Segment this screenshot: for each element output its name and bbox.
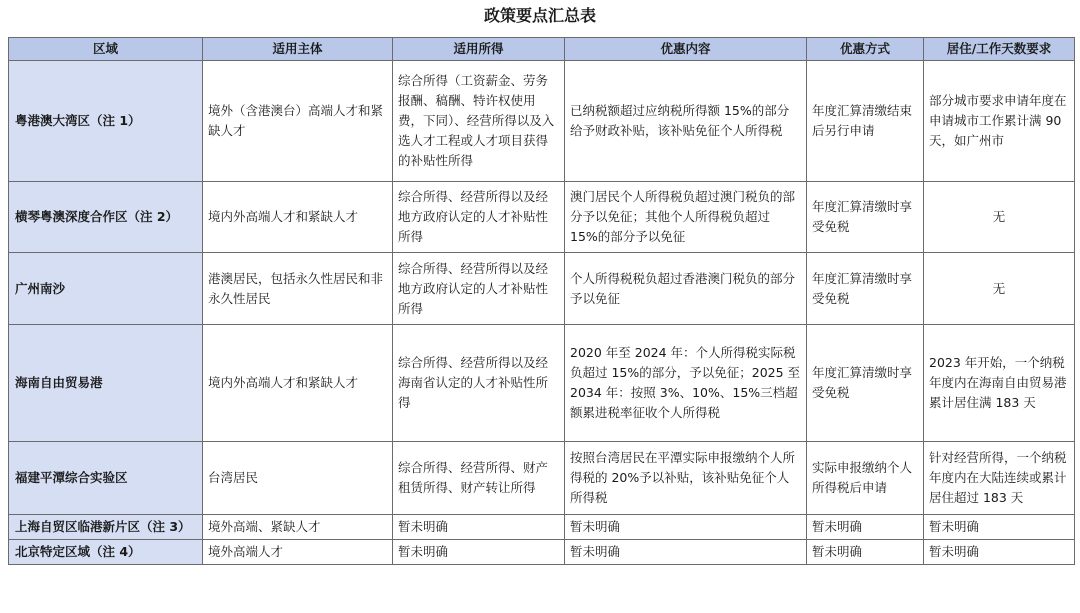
cell-subject: 境外高端人才 xyxy=(203,540,393,565)
cell-method: 年度汇算清缴时享受免税 xyxy=(807,253,924,325)
header-income: 适用所得 xyxy=(393,38,565,61)
cell-subject: 境外高端、紧缺人才 xyxy=(203,515,393,540)
cell-subject: 港澳居民，包括永久性居民和非永久性居民 xyxy=(203,253,393,325)
header-region: 区域 xyxy=(9,38,203,61)
cell-region: 北京特定区域（注 4） xyxy=(9,540,203,565)
cell-income: 暂未明确 xyxy=(393,515,565,540)
cell-region: 横琴粤澳深度合作区（注 2） xyxy=(9,182,203,253)
cell-income: 综合所得（工资薪金、劳务报酬、稿酬、特许权使用费，下同）、经营所得以及入选人才工程或人才项目获得的补贴性所得 xyxy=(393,61,565,182)
cell-region: 粤港澳大湾区（注 1） xyxy=(9,61,203,182)
cell-days: 部分城市要求申请年度在申请城市工作累计满 90 天，如广州市 xyxy=(924,61,1075,182)
table-row xyxy=(9,253,1075,325)
cell-method: 年度汇算清缴结束后另行申请 xyxy=(807,61,924,182)
table-row xyxy=(9,515,1075,540)
cell-method: 年度汇算清缴时享受免税 xyxy=(807,182,924,253)
cell-subject: 境外（含港澳台）高端人才和紧缺人才 xyxy=(203,61,393,182)
policy-summary-table xyxy=(8,37,1075,565)
cell-region: 海南自由贸易港 xyxy=(9,325,203,442)
table-row xyxy=(9,61,1075,182)
cell-subject: 台湾居民 xyxy=(203,442,393,515)
cell-days: 2023 年开始，一个纳税年度内在海南自由贸易港累计居住满 183 天 xyxy=(924,325,1075,442)
header-subject: 适用主体 xyxy=(203,38,393,61)
table-header-row xyxy=(9,38,1075,61)
cell-income: 综合所得、经营所得以及经地方政府认定的人才补贴性所得 xyxy=(393,182,565,253)
cell-benefit: 暂未明确 xyxy=(565,540,807,565)
cell-income: 综合所得、经营所得以及经地方政府认定的人才补贴性所得 xyxy=(393,253,565,325)
cell-subject: 境内外高端人才和紧缺人才 xyxy=(203,325,393,442)
page-title: 政策要点汇总表 xyxy=(483,6,596,25)
header-days: 居住/工作天数要求 xyxy=(924,38,1075,61)
table-row xyxy=(9,325,1075,442)
cell-method: 实际申报缴纳个人所得税后申请 xyxy=(807,442,924,515)
cell-benefit: 个人所得税税负超过香港澳门税负的部分予以免征 xyxy=(565,253,807,325)
table-row xyxy=(9,442,1075,515)
cell-region: 上海自贸区临港新片区（注 3） xyxy=(9,515,203,540)
cell-days: 针对经营所得，一个纳税年度内在大陆连续或累计居住超过 183 天 xyxy=(924,442,1075,515)
table-row xyxy=(9,182,1075,253)
cell-benefit: 按照台湾居民在平潭实际申报缴纳个人所得税的 20%予以补贴，该补贴免征个人所得税 xyxy=(565,442,807,515)
cell-days: 无 xyxy=(924,182,1075,253)
cell-method: 暂未明确 xyxy=(807,540,924,565)
cell-days: 暂未明确 xyxy=(924,540,1075,565)
cell-method: 年度汇算清缴时享受免税 xyxy=(807,325,924,442)
cell-income: 综合所得、经营所得、财产租赁所得、财产转让所得 xyxy=(393,442,565,515)
header-method: 优惠方式 xyxy=(807,38,924,61)
cell-method: 暂未明确 xyxy=(807,515,924,540)
cell-region: 广州南沙 xyxy=(9,253,203,325)
cell-region: 福建平潭综合实验区 xyxy=(9,442,203,515)
cell-days: 暂未明确 xyxy=(924,515,1075,540)
cell-benefit: 澳门居民个人所得税负超过澳门税负的部分予以免征；其他个人所得税负超过 15%的部分予以免征 xyxy=(565,182,807,253)
cell-days: 无 xyxy=(924,253,1075,325)
table-row xyxy=(9,540,1075,565)
cell-subject: 境内外高端人才和紧缺人才 xyxy=(203,182,393,253)
cell-benefit: 暂未明确 xyxy=(565,515,807,540)
cell-benefit: 已纳税额超过应纳税所得额 15%的部分给予财政补贴，该补贴免征个人所得税 xyxy=(565,61,807,182)
cell-income: 暂未明确 xyxy=(393,540,565,565)
header-benefit: 优惠内容 xyxy=(565,38,807,61)
cell-income: 综合所得、经营所得以及经海南省认定的人才补贴性所得 xyxy=(393,325,565,442)
cell-benefit: 2020 年至 2024 年：个人所得税实际税负超过 15%的部分，予以免征；2025 至 2034 年：按照 3%、10%、15%三档超额累进税率征收个人所得税 xyxy=(565,325,807,442)
